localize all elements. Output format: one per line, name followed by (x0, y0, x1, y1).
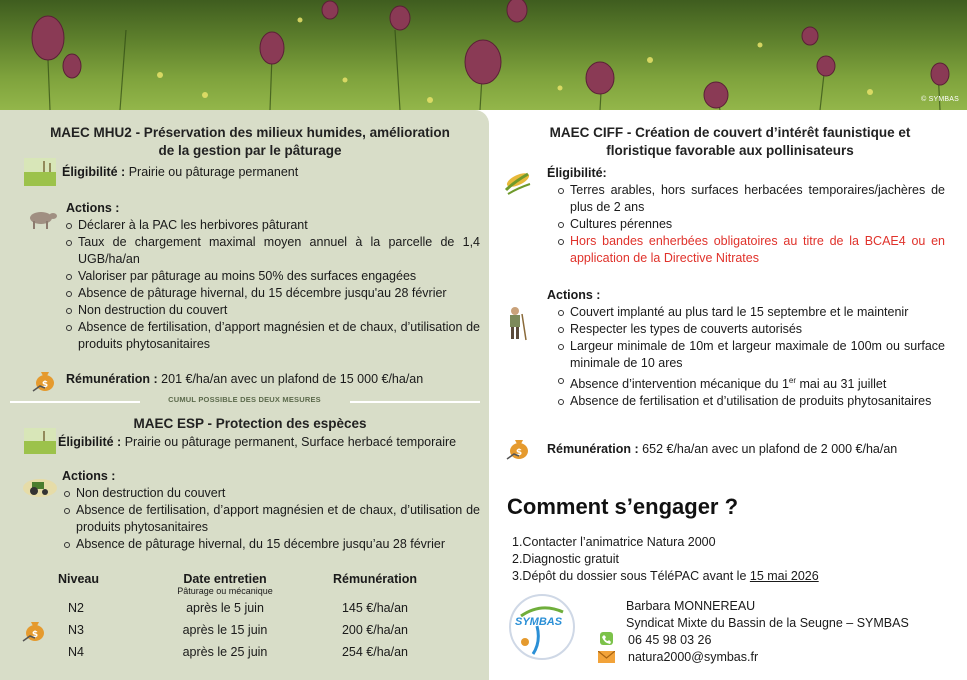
money-bag-icon (506, 434, 532, 460)
ciff-actions-list (556, 304, 945, 410)
list-item: Absence de pâturage hivernal, du 15 décembre jusqu'au 28 février (64, 285, 480, 302)
mhu2-title: MAEC MHU2 - Préservation des milieux humides, amélioration de la gestion par le pâturage (50, 125, 450, 158)
cow-icon (26, 208, 58, 230)
grassland-icon (24, 428, 56, 454)
ciff-title: MAEC CIFF - Création de couvert d’intérêt faunistique et floristique favorable aux pollinisateurs (549, 125, 911, 158)
mhu2-actions-list (64, 217, 480, 353)
cumul-separator: CUMUL POSSIBLE DES DEUX MESURES (0, 395, 489, 409)
list-item: Absence de fertilisation, d’apport magnésien et de chaux, d’utilisation de produits phytosanitaires (64, 319, 480, 353)
table-header-row (30, 572, 450, 597)
engage-steps-list (512, 534, 819, 585)
money-bag-icon (22, 616, 48, 642)
list-item: Hors bandes enherbées obligatoires au titre de la BCAE4 ou en application de la Directive Nitrates (556, 233, 945, 267)
symbas-logo (509, 594, 575, 660)
esp-levels-table (30, 572, 450, 663)
corn-icon (502, 168, 534, 196)
niveau-header: Niveau (58, 572, 99, 586)
list-item: Absence de fertilisation et d’utilisation de produits phytosanitaires (556, 393, 945, 410)
esp-actions-label: Actions : (62, 469, 116, 483)
svg-text:$: $ (31, 630, 39, 640)
list-item: Couvert implanté au plus tard le 15 septembre et le maintenir (556, 304, 945, 321)
list-item: Cultures pérennes (556, 216, 945, 233)
esp-actions-list (62, 485, 480, 553)
list-item: Terres arables, hors surfaces herbacées temporaires/jachères de plus de 2 ans (556, 182, 945, 216)
money-bag-icon (32, 366, 58, 392)
date-header: Date entretien Pâturage ou mécanique (177, 572, 273, 596)
table-row: N3 après le 15 juin 200 €/ha/an (68, 623, 409, 637)
ciff-remuneration: Rémunération : 652 €/ha/an avec un plafond de 2 000 €/ha/an (547, 442, 898, 456)
logo-text: SYMBAS (515, 616, 563, 628)
mhu2-remuneration: Rémunération : 201 €/ha/an avec un plafond de 15 000 €/ha/an (66, 372, 424, 386)
list-item: Respecter les types de couverts autorisés (556, 321, 945, 338)
list-item: Valoriser par pâturage au moins 50% des surfaces engagées (64, 268, 480, 285)
list-item: Taux de chargement maximal moyen annuel à la parcelle de 1,4 UGB/ha/an (64, 234, 480, 268)
svg-text:$: $ (41, 380, 49, 390)
list-item: Largeur minimale de 10m et largeur maximale de 100m ou surface minimale de 10 ares (556, 338, 945, 372)
contact-phone: 06 45 98 03 26 (628, 633, 712, 647)
contact-email[interactable]: natura2000@symbas.fr (628, 650, 759, 664)
contact-org: Syndicat Mixte du Bassin de la Seugne – SYMBAS (626, 616, 909, 630)
photo-credit: © SYMBAS (921, 96, 959, 103)
list-item: 3.Dépôt du dossier sous TéléPAC avant le 15 mai 2026 (512, 569, 819, 583)
ciff-eligibility-list (556, 182, 945, 267)
remuneration-header: Rémunération (332, 572, 418, 586)
header-photo (0, 0, 967, 110)
list-item: Absence de fertilisation, d’apport magnésien et de chaux, d’utilisation de produits phytosanitaires (62, 502, 480, 536)
mhu2-eligibility: Éligibilité : Prairie ou pâturage permanent (62, 165, 299, 179)
tractor-icon (22, 474, 58, 498)
grassland-icon (24, 158, 56, 186)
farmer-icon (504, 304, 530, 342)
table-row: N2 après le 5 juin 145 €/ha/an (68, 601, 409, 615)
ciff-eligibility-label: Éligibilité: (547, 166, 607, 180)
how-to-engage-title: Comment s’engager ? (507, 494, 739, 519)
list-item: Déclarer à la PAC les herbivores pâturant (64, 217, 480, 234)
ciff-actions-label: Actions : (547, 288, 601, 302)
table-row: N4 après le 25 juin 254 €/ha/an (68, 645, 409, 659)
phone-icon (600, 632, 613, 645)
list-item: Absence de pâturage hivernal, du 15 décembre jusqu’au 28 février (62, 536, 480, 553)
list-item: Absence d’intervention mécanique du 1er mai au 31 juillet (556, 372, 945, 393)
fritillary-flowers-image (0, 0, 967, 110)
esp-title: MAEC ESP - Protection des espèces (133, 416, 367, 431)
list-item: Non destruction du couvert (62, 485, 480, 502)
mhu2-actions-label: Actions : (66, 201, 120, 215)
svg-text:$: $ (515, 448, 523, 458)
left-panel (0, 110, 489, 680)
envelope-icon (598, 651, 615, 663)
list-item: 2.Diagnostic gratuit (512, 552, 620, 566)
list-item: 1.Contacter l’animatrice Natura 2000 (512, 535, 716, 549)
list-item: Non destruction du couvert (64, 302, 480, 319)
esp-eligibility: Éligibilité : Prairie ou pâturage permanent, Surface herbacé temporaire (58, 435, 457, 449)
contact-name: Barbara MONNEREAU (626, 599, 756, 613)
